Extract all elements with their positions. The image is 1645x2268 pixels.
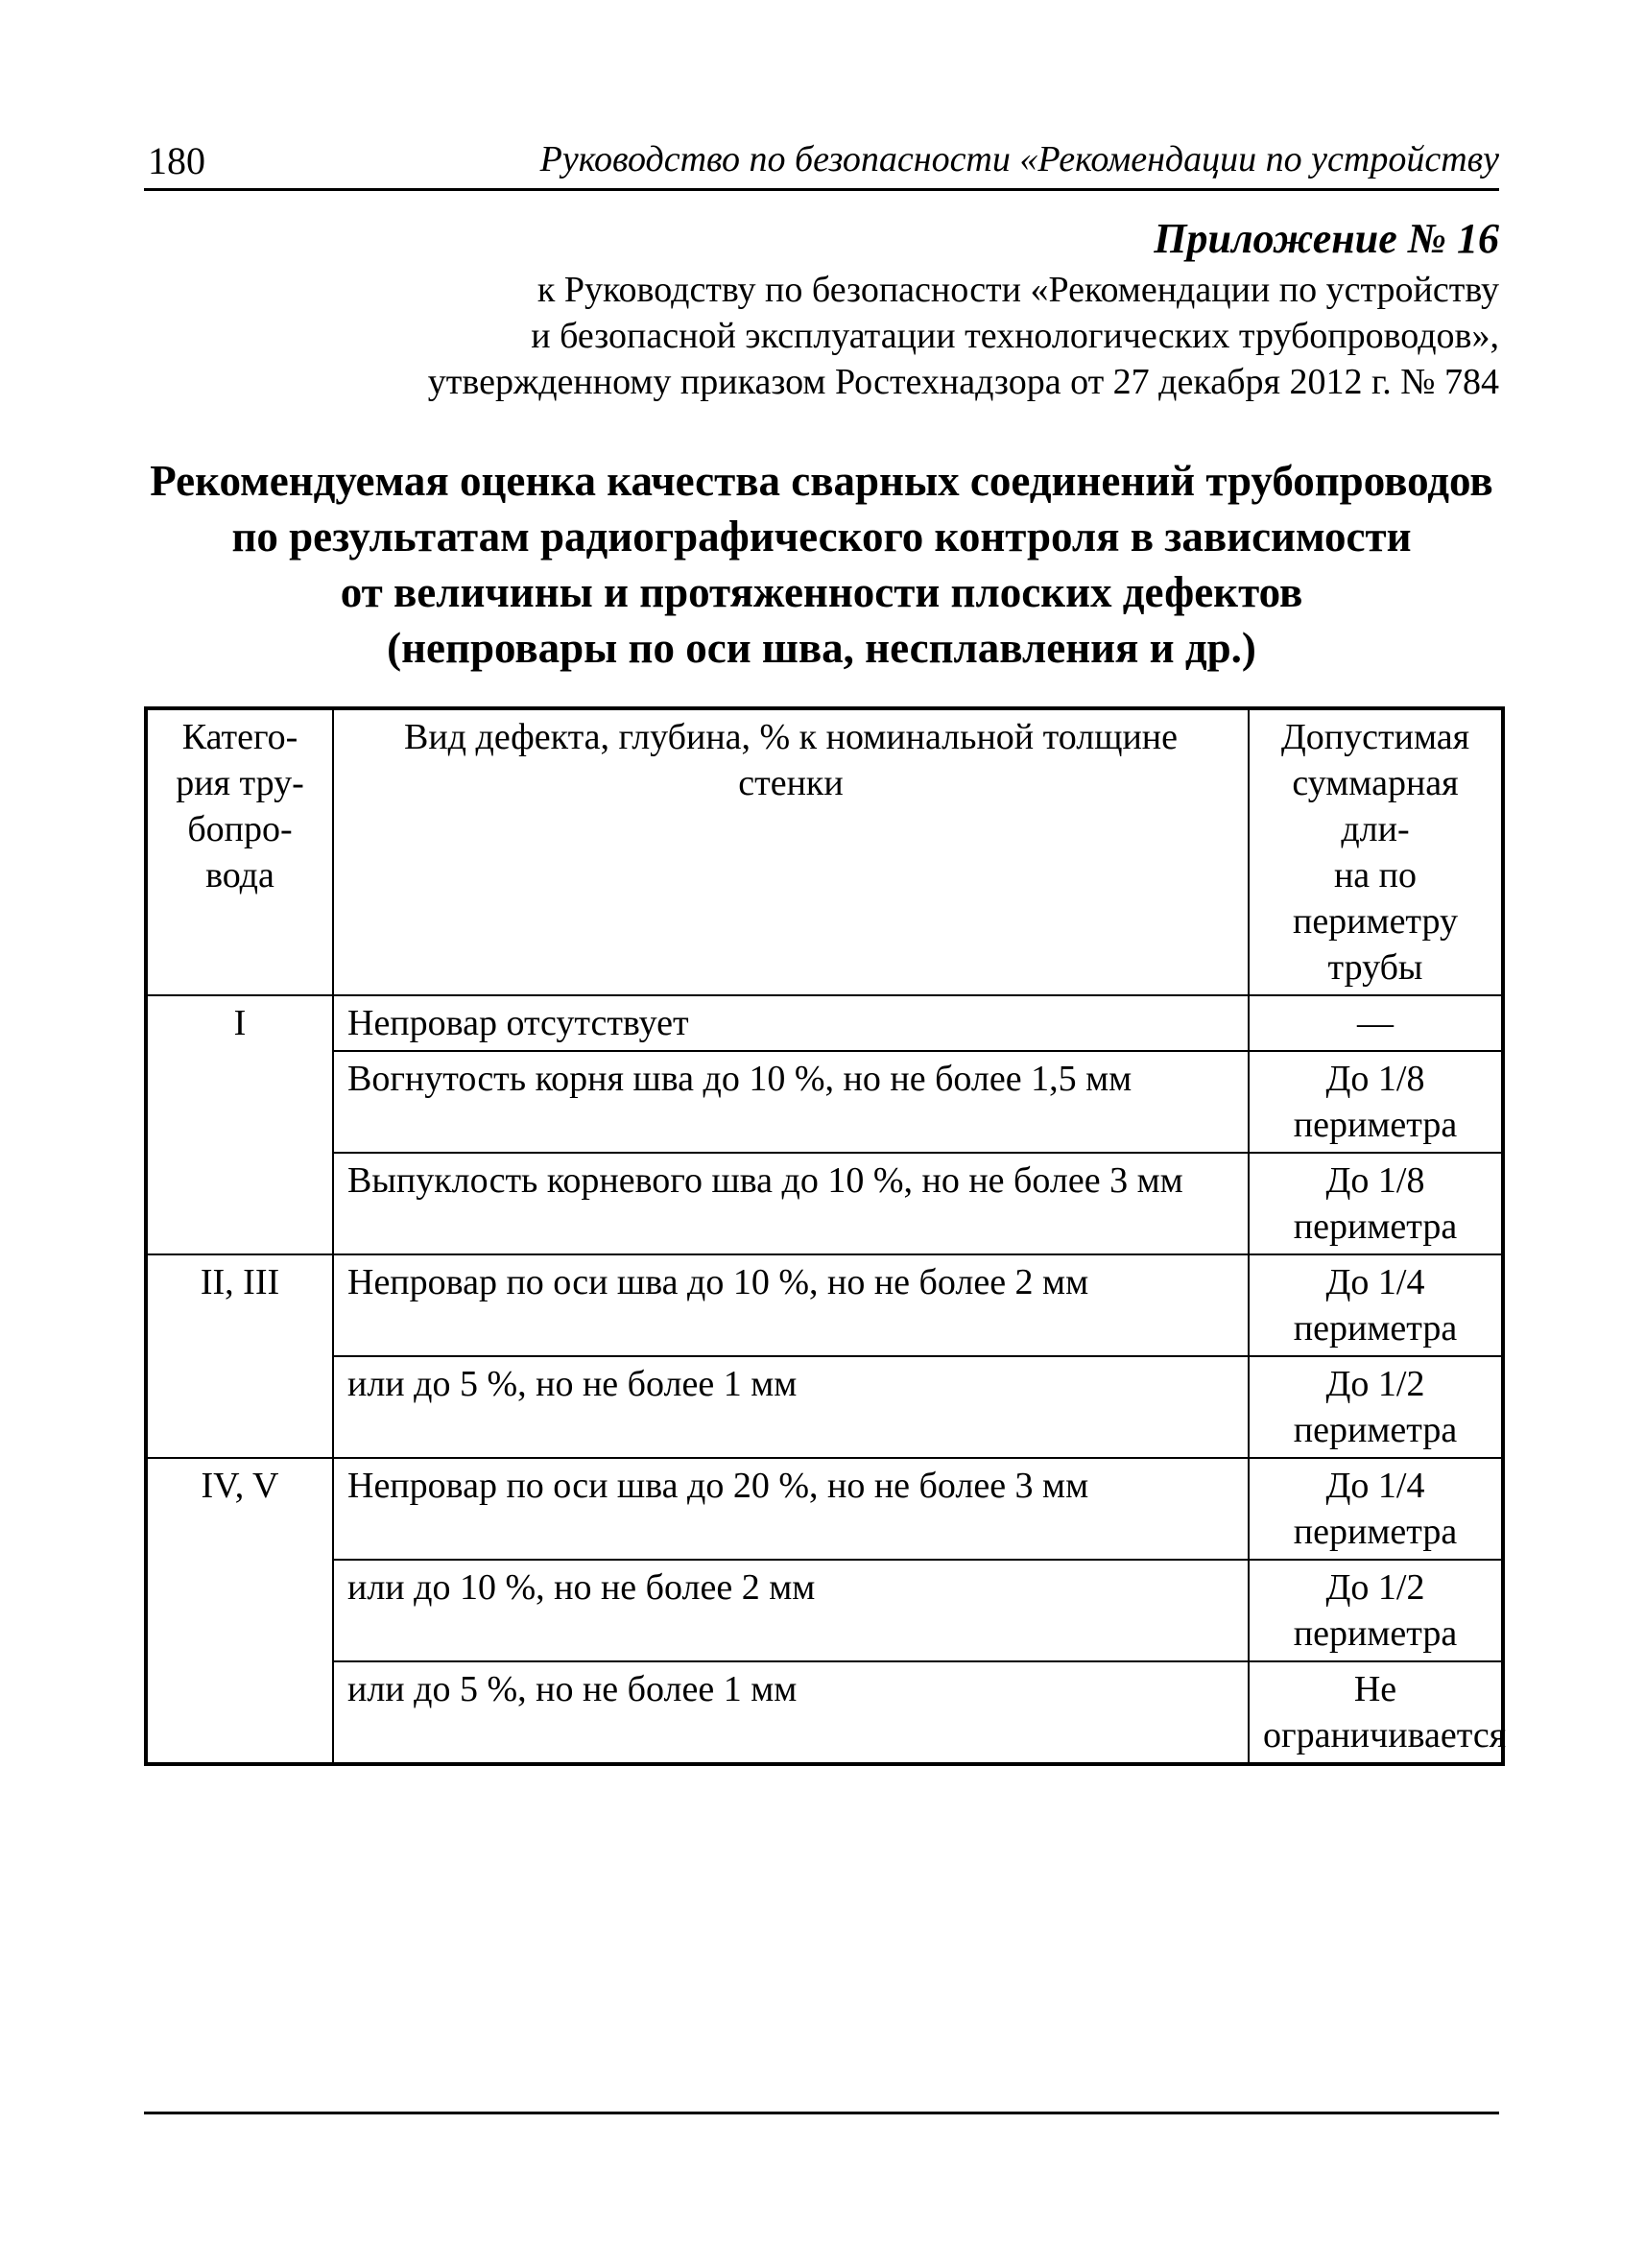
length-cell: До 1/2 периметра xyxy=(1249,1356,1503,1458)
header-length: Допустимая суммарная дли- на по периметру трубы xyxy=(1249,708,1503,995)
header-defect: Вид дефекта, глубина, % к номинальной толщине стенки xyxy=(333,708,1249,995)
defect-cell: или до 5 %, но не более 1 мм xyxy=(333,1356,1249,1458)
length-cell: До 1/4 периметра xyxy=(1249,1458,1503,1560)
appendix-title: Приложение № 16 xyxy=(1154,215,1499,262)
appendix-line: утвержденному приказом Ростехнадзора от 27 декабря 2012 г. № 784 xyxy=(427,362,1499,402)
title-line: по результатам радиографического контроля в зависимости xyxy=(231,513,1412,561)
appendix-line: и безопасной эксплуатации технологических трубопроводов», xyxy=(531,316,1499,356)
length-cell: — xyxy=(1249,995,1503,1051)
table-row xyxy=(146,1458,1503,1560)
page-number: 180 xyxy=(148,139,205,182)
table-row xyxy=(146,1153,1503,1254)
length-cell: Не ограничивается xyxy=(1249,1661,1503,1764)
running-title: Руководство по безопасности «Рекомендации по устройству xyxy=(539,139,1499,179)
table-row xyxy=(146,1051,1503,1153)
defect-cell: Вогнутость корня шва до 10 %, но не более 1,5 мм xyxy=(333,1051,1249,1153)
length-cell: До 1/8 периметра xyxy=(1249,1051,1503,1153)
table-header-row xyxy=(146,708,1503,995)
document-title xyxy=(144,453,1499,676)
page-header xyxy=(144,134,1499,191)
length-cell: До 1/2 периметра xyxy=(1249,1560,1503,1661)
header-category: Катего- рия тру- бопро- вода xyxy=(146,708,333,995)
defects-table xyxy=(144,706,1505,1766)
defect-cell: Непровар по оси шва до 10 %, но не более 2 мм xyxy=(333,1254,1249,1356)
table-row xyxy=(146,1560,1503,1661)
table-row xyxy=(146,1661,1503,1764)
length-cell: До 1/4 периметра xyxy=(1249,1254,1503,1356)
defect-cell: Выпуклость корневого шва до 10 %, но не более 3 мм xyxy=(333,1153,1249,1254)
category-cell: I xyxy=(146,995,333,1254)
defect-cell: Непровар по оси шва до 20 %, но не более 3 мм xyxy=(333,1458,1249,1560)
table-row xyxy=(146,1356,1503,1458)
table-row xyxy=(146,995,1503,1051)
table-row xyxy=(146,1254,1503,1356)
appendix-line: к Руководству по безопасности «Рекомендации по устройству xyxy=(536,270,1499,310)
length-cell: До 1/8 периметра xyxy=(1249,1153,1503,1254)
category-cell: II, III xyxy=(146,1254,333,1458)
title-line: (непровары по оси шва, несплавления и др.) xyxy=(387,624,1256,672)
footer-rule xyxy=(144,2112,1499,2114)
category-cell: IV, V xyxy=(146,1458,333,1764)
title-line: Рекомендуемая оценка качества сварных соединений трубопроводов xyxy=(150,457,1493,505)
appendix-block xyxy=(155,211,1499,405)
title-line: от величины и протяженности плоских дефектов xyxy=(340,568,1303,616)
defect-cell: или до 10 %, но не более 2 мм xyxy=(333,1560,1249,1661)
defect-cell: или до 5 %, но не более 1 мм xyxy=(333,1661,1249,1764)
defect-cell: Непровар отсутствует xyxy=(333,995,1249,1051)
